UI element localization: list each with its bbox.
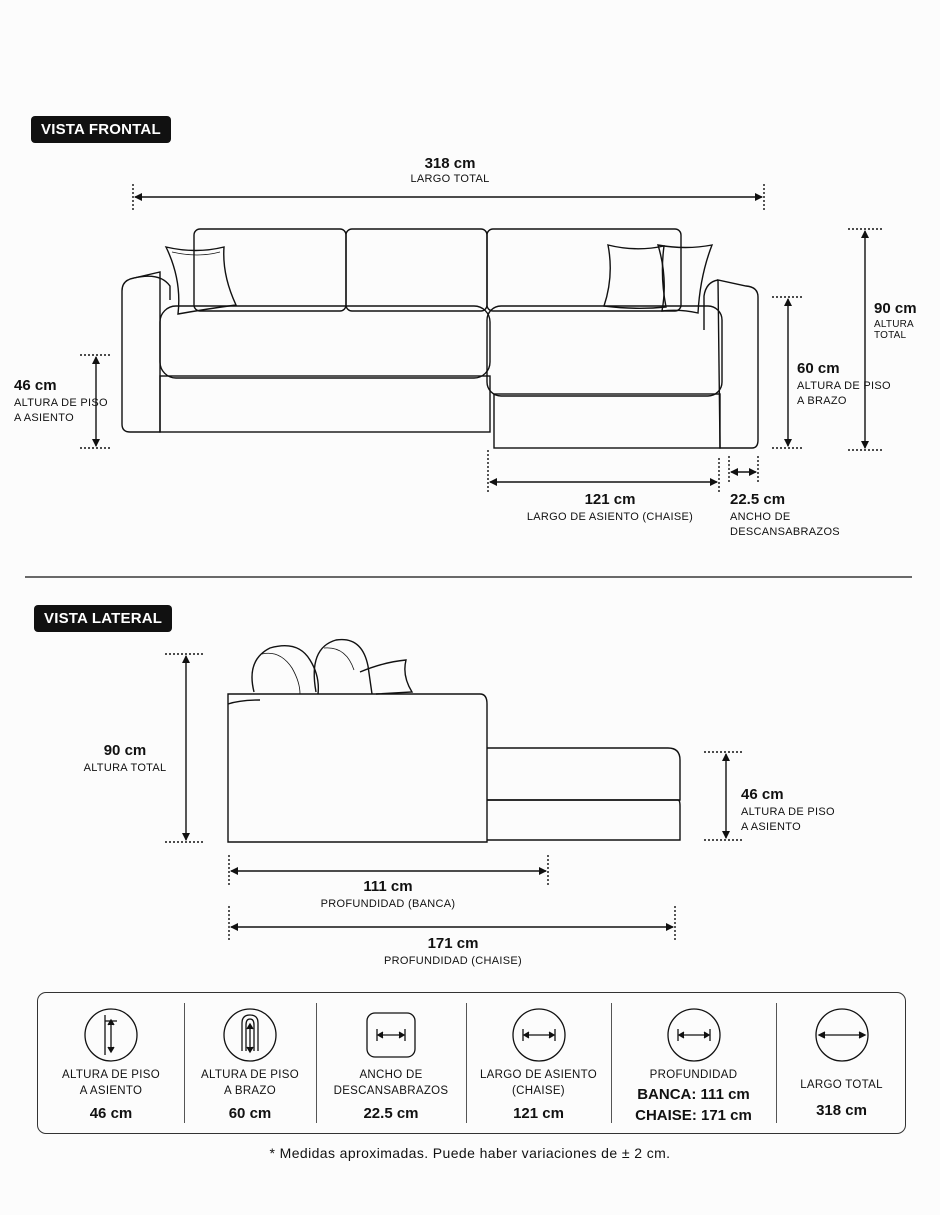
side-seat-height-dimension	[741, 786, 851, 835]
seat-height-icon	[83, 1007, 139, 1063]
legend-total-length-value: 318 cm	[816, 1102, 867, 1119]
side-total-height-label: ALTURA TOTAL	[83, 762, 167, 774]
side-total-height-value: 90 cm	[103, 742, 147, 759]
legend-arm-height-label-1: ALTURA DE PISO	[201, 1069, 299, 1081]
seat-height-label-2: A ASIENTO	[14, 412, 74, 424]
legend-armrest-width	[316, 993, 466, 1133]
chaise-length-label: LARGO DE ASIENTO (CHAISE)	[526, 511, 694, 523]
legend-seat-height	[38, 993, 184, 1133]
depth-bench-dimension	[288, 878, 488, 912]
arm-height-label-1: ALTURA DE PISO	[797, 380, 891, 392]
legend-seat-height-label-2: A ASIENTO	[79, 1085, 143, 1097]
measurements-legend	[37, 992, 906, 1134]
side-view-sofa	[228, 640, 680, 842]
arm-height-value: 60 cm	[797, 360, 840, 377]
total-length-value: 318 cm	[424, 155, 476, 172]
legend-seat-height-label-1: ALTURA DE PISO	[62, 1069, 160, 1081]
footnote: * Medidas aproximadas. Puede haber variaciones de ± 2 cm.	[269, 1145, 671, 1161]
total-length-dimension	[350, 155, 550, 187]
front-view-sofa	[122, 229, 758, 448]
depth-chaise-label: PROFUNDIDAD (CHAISE)	[383, 955, 522, 967]
legend-depth-chaise-value: CHAISE: 171 cm	[635, 1107, 752, 1124]
seat-length-icon	[511, 1007, 567, 1063]
legend-seat-length-label-2: (CHAISE)	[512, 1085, 565, 1097]
total-height-label: ALTURA TOTAL	[874, 319, 914, 341]
total-length-label: LARGO TOTAL	[410, 173, 490, 185]
legend-total-length-label: LARGO TOTAL	[800, 1079, 883, 1091]
legend-armrest-width-label-2: DESCANSABRAZOS	[333, 1085, 449, 1097]
depth-bench-label: PROFUNDIDAD (BANCA)	[320, 898, 456, 910]
armrest-width-label-1: ANCHO DE	[730, 511, 791, 523]
legend-arm-height-value: 60 cm	[228, 1105, 272, 1122]
arm-height-dimension	[797, 360, 907, 409]
depth-chaise-dimension	[353, 935, 553, 969]
depth-icon	[666, 1007, 722, 1063]
side-seat-height-value: 46 cm	[741, 786, 784, 803]
legend-depth-bench-value: BANCA: 111 cm	[637, 1086, 750, 1103]
side-total-height-dimension	[70, 742, 180, 776]
side-seat-height-label-1: ALTURA DE PISO	[741, 806, 835, 818]
total-height-value: 90 cm	[874, 300, 917, 317]
legend-total-length	[776, 993, 907, 1133]
seat-height-label-1: ALTURA DE PISO	[14, 397, 108, 409]
front-view-tag: VISTA FRONTAL	[31, 116, 171, 143]
legend-armrest-width-value: 22.5 cm	[363, 1105, 419, 1122]
chaise-length-value: 121 cm	[584, 491, 636, 508]
seat-height-dimension	[14, 377, 124, 426]
legend-seat-height-value: 46 cm	[89, 1105, 133, 1122]
armrest-width-value: 22.5 cm	[730, 491, 786, 508]
legend-seat-length-value: 121 cm	[513, 1105, 564, 1122]
armrest-width-icon	[363, 1007, 419, 1063]
total-height-dimension	[874, 300, 940, 341]
legend-depth	[611, 993, 776, 1133]
armrest-width-label-2: DESCANSABRAZOS	[730, 526, 840, 538]
legend-depth-label: PROFUNDIDAD	[649, 1069, 738, 1081]
depth-chaise-value: 171 cm	[427, 935, 479, 952]
armrest-width-dimension	[730, 491, 850, 540]
front-dimensions	[80, 184, 882, 492]
legend-arm-height-label-2: A BRAZO	[224, 1085, 276, 1097]
side-view-tag: VISTA LATERAL	[34, 605, 172, 632]
legend-arm-height	[184, 993, 316, 1133]
legend-seat-length-label-1: LARGO DE ASIENTO	[479, 1069, 598, 1081]
side-seat-height-label-2: A ASIENTO	[741, 821, 801, 833]
seat-height-value: 46 cm	[14, 377, 57, 394]
total-length-icon	[814, 1007, 870, 1063]
arm-height-label-2: A BRAZO	[797, 395, 847, 407]
legend-seat-length	[466, 993, 611, 1133]
depth-bench-value: 111 cm	[363, 878, 413, 895]
chaise-length-dimension	[505, 491, 715, 525]
legend-armrest-width-label-1: ANCHO DE	[359, 1069, 423, 1081]
arm-height-icon	[222, 1007, 278, 1063]
